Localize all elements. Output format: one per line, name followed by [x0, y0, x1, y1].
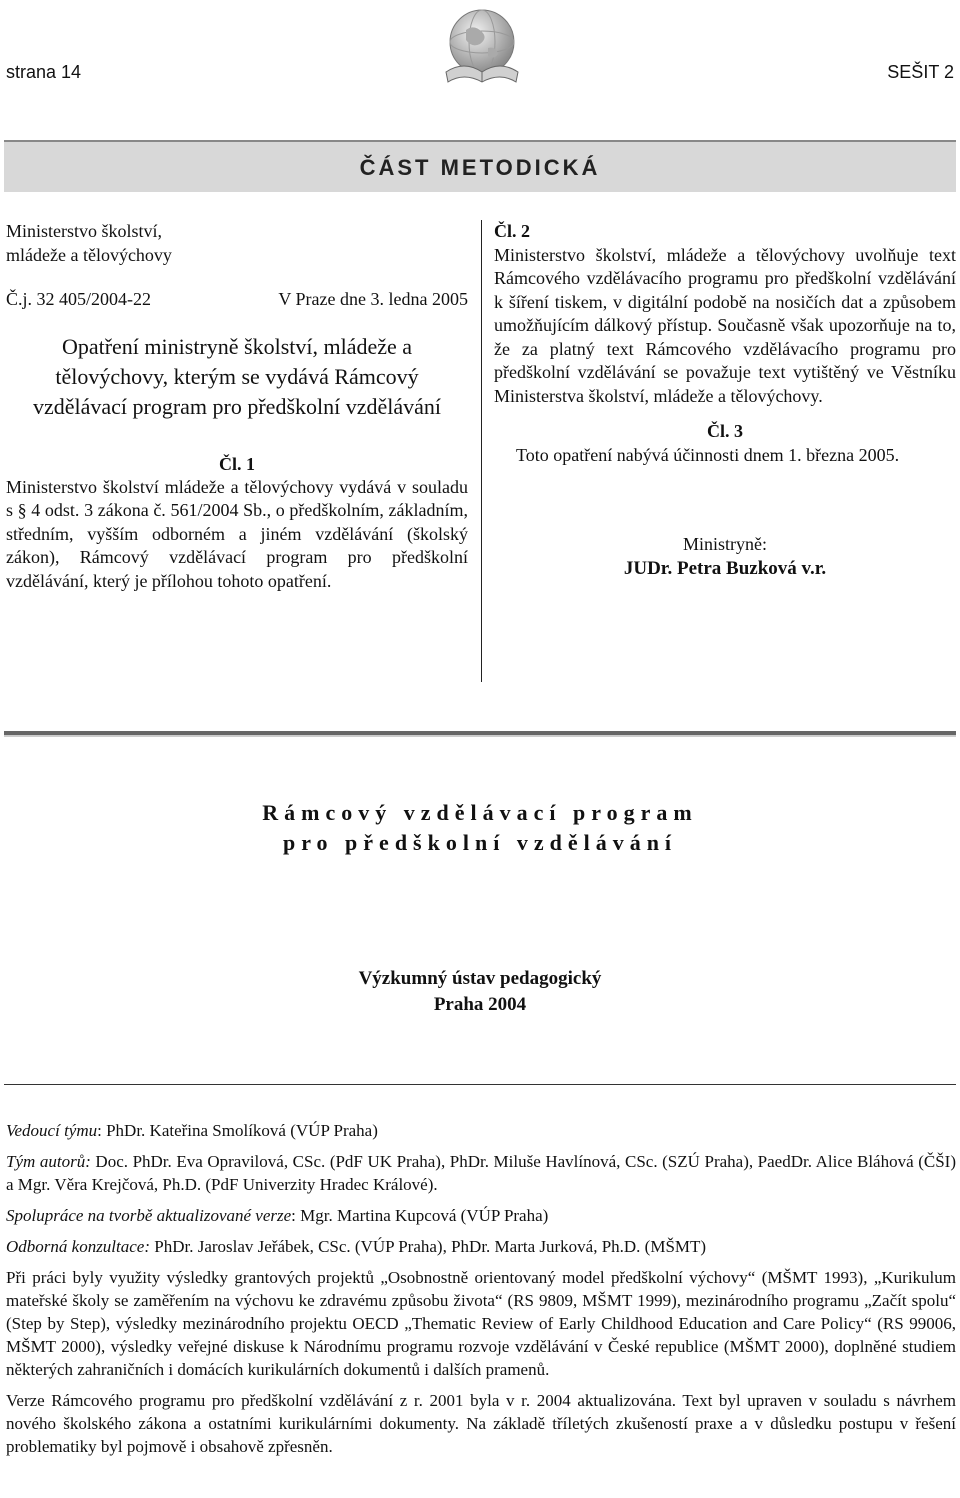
article-3-heading: Čl. 3	[707, 421, 743, 441]
program-title	[0, 798, 960, 858]
program-title-line-2: pro předškolní vzdělávání	[282, 830, 678, 855]
article-2-heading: Čl. 2	[494, 221, 530, 241]
signature-name: JUDr. Petra Buzková v.r.	[623, 557, 827, 579]
credit-lead-value: : PhDr. Kateřina Smolíková (VÚP Praha)	[97, 1121, 378, 1140]
credits-divider	[4, 1084, 956, 1085]
article-3-text: Toto opatření nabývá účinnosti dnem 1. března 2005.	[516, 444, 900, 465]
credit-coop-value: : Mgr. Martina Kupcová (VÚP Praha)	[291, 1206, 549, 1225]
credit-consult-label: Odborná konzultace:	[6, 1237, 151, 1256]
right-column	[494, 220, 956, 580]
ministry-line-2: mládeže a tělovýchovy	[6, 244, 172, 265]
credit-authors-value: Doc. PhDr. Eva Opravilová, CSc. (PdF UK Praha), PhDr. Miluše Havlínová, CSc. (SZÚ Praha), PaedDr. Alice Bláhová (ČŠI) a Mgr. Věra Krejčová, Ph.D. (PdF Univerzity Hradec Králové).	[6, 1152, 957, 1194]
credit-lead	[6, 1119, 956, 1142]
decree-title: Opatření ministryně školství, mládeže a tělovýchovy, kterým se vydává Rámcový vzdělávací program pro předškolní vzdělávání	[32, 333, 442, 419]
page-number: strana 14	[6, 62, 82, 82]
credits-block	[6, 1119, 956, 1466]
credit-consult	[6, 1235, 956, 1258]
signature-role: Ministryně:	[683, 534, 767, 554]
credit-coop-label: Spolupráce na tvorbě aktualizované verze	[6, 1206, 292, 1225]
section-title: ČÁST METODICKÁ	[359, 155, 601, 180]
article-1-text: Ministerstvo školství mládeže a tělovýchovy vydává v souladu s § 4 odst. 3 zákona č. 561/2004 Sb., o předškolním, základním, středním, vyšším odborném a jiném vzdělávání (školský zákon), Rámcový vzdělávací program pro předškolní vzdělávání, který je přílohou tohoto opatření.	[6, 476, 468, 591]
credit-consult-value: PhDr. Jaroslav Jeřábek, CSc. (VÚP Praha), PhDr. Marta Jurková, Ph.D. (MŠMT)	[150, 1237, 707, 1256]
globe-book-icon	[432, 2, 528, 98]
reference-number: Č.j. 32 405/2004-22	[6, 289, 152, 309]
date-place: V Praze dne 3. ledna 2005	[278, 289, 468, 309]
left-column	[6, 220, 468, 593]
article-2-text: Ministerstvo školství, mládeže a tělovýchovy uvolňuje text Rámcového vzdělávacího programu pro předškolní vzdělávání k šíření tiskem, v digitální podobě na nosičích dat a způsobem umožňujícím dálkový přístup. Současně však upozorňuje na to, že za platný text Rámcového vzdělávacího programu pro předškolní vzdělávání se považuje text vytištěný ve Věstníku Ministerstva školství, mládeže a tělovýchovy.	[494, 244, 956, 406]
column-divider	[481, 220, 482, 682]
institute-block	[0, 966, 960, 1018]
credit-version: Verze Rámcového programu pro předškolní vzdělávání z r. 2001 byla v r. 2004 aktualizována. Text byl upraven v souladu s návrhem nového školského zákona a ostatními kurikulárními dokumenty. Na základě tříletých zkušeností praxe a v důsledku postupu v řešení problematiky byl pojmově i obsahově zpřesněn.	[6, 1391, 956, 1456]
section-divider	[4, 731, 956, 737]
article-1-heading: Čl. 1	[219, 453, 255, 474]
program-title-line-1: Rámcový vzdělávací program	[262, 800, 698, 825]
credit-authors	[6, 1150, 956, 1196]
credit-results: Při práci byly využity výsledky grantových projektů „Osobnostně orientovaný model předškolní výchovy“ (MŠMT 1993), „Kurikulum mateřské školy se zaměřením na výchovu ke zdravému způsobu života“ (RS 9809, MŠMT 1999), mezinárodního programu „Začít spolu“ (Step by Step), výsledky mezinárodního projektu OECD „Thematic Review of Early Childhood Education and Care Policy“ (RS 99006, MŠMT 2000), výsledky veřejné diskuse k Národnímu programu rozvoje vzdělávání v České republice (MŠMT 2000), doplněné studiem některých zahraničních i domácích kurikulárních dokumentů i dalších pramenů.	[6, 1268, 956, 1379]
credit-coop	[6, 1204, 956, 1227]
issue-label: SEŠIT 2	[887, 62, 954, 82]
section-banner	[4, 140, 956, 192]
institute-name: Výzkumný ústav pedagogický	[358, 968, 602, 989]
reference-row	[6, 288, 468, 312]
credit-lead-label: Vedoucí týmu	[6, 1121, 98, 1140]
ministry-line-1: Ministerstvo školství,	[6, 221, 163, 241]
place-year: Praha 2004	[433, 994, 527, 1015]
credit-authors-label: Tým autorů:	[6, 1152, 91, 1171]
